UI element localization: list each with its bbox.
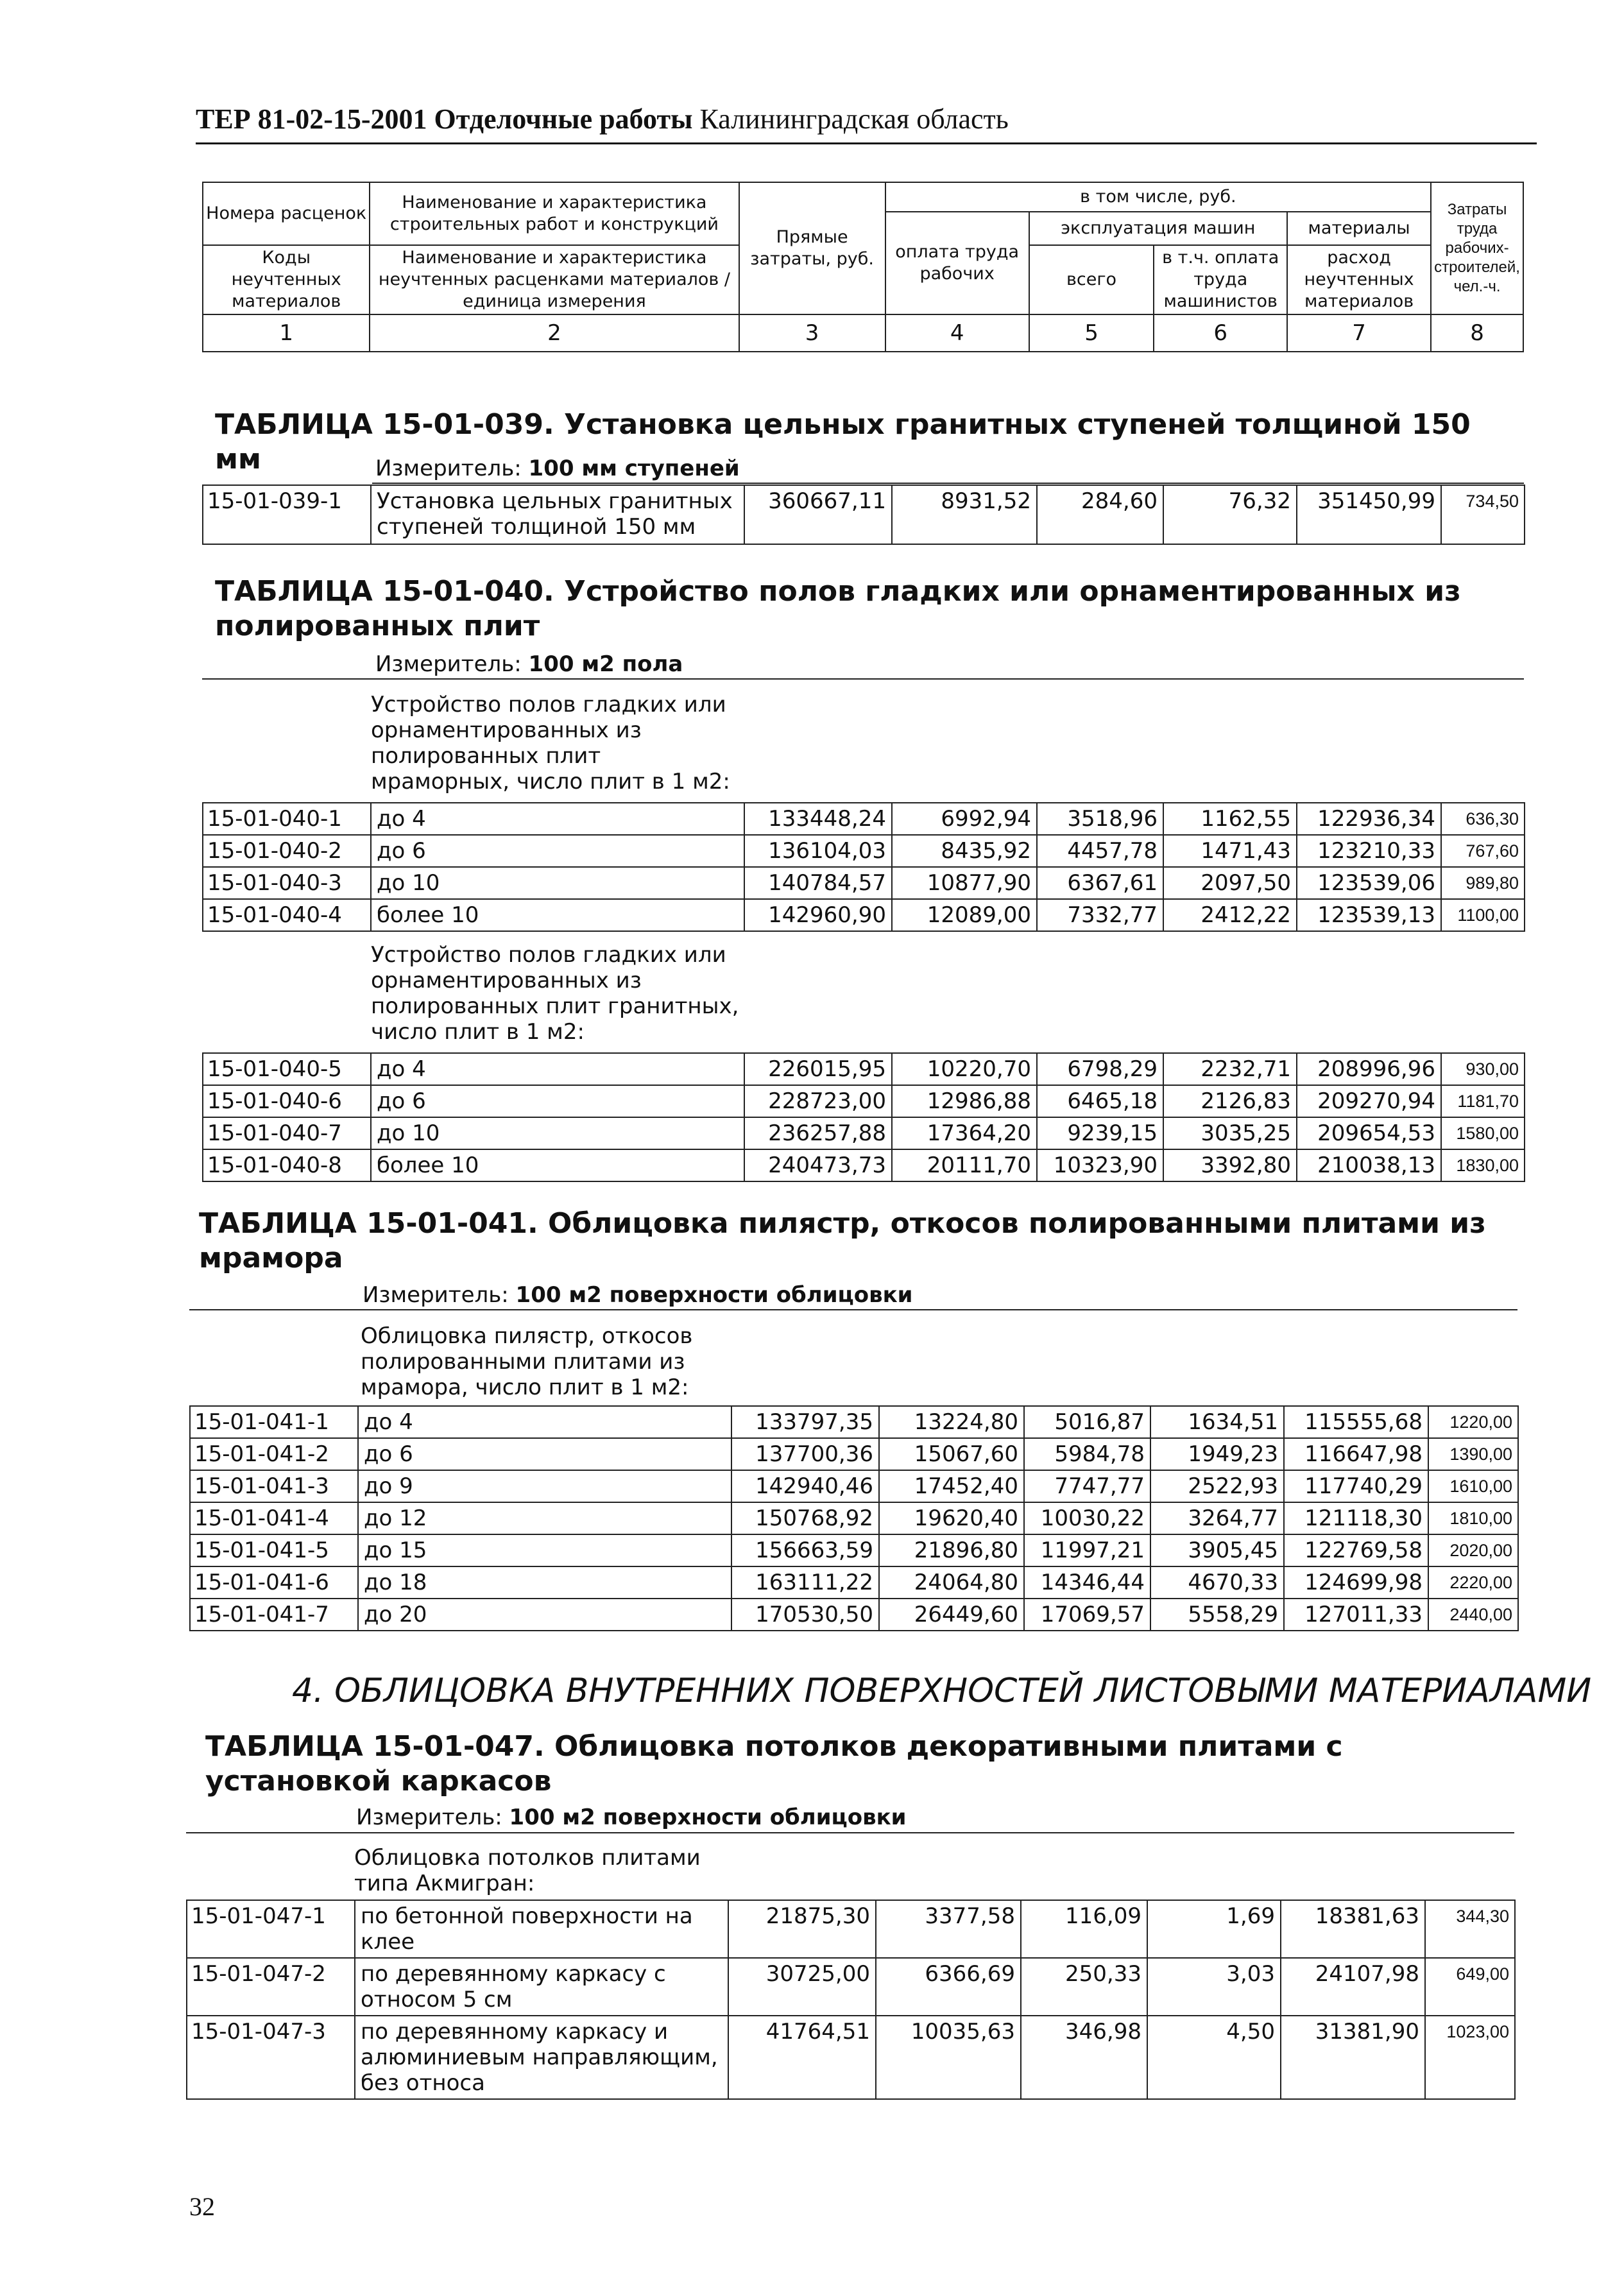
row-machines: 6367,61 bbox=[1037, 867, 1163, 899]
row-machines: 4457,78 bbox=[1037, 835, 1163, 867]
row-materials: 351450,99 bbox=[1297, 485, 1441, 544]
row-machinists: 3905,45 bbox=[1150, 1534, 1284, 1566]
row-machinists: 1471,43 bbox=[1163, 835, 1297, 867]
row-name: до 9 bbox=[358, 1470, 731, 1502]
row-materials: 24107,98 bbox=[1281, 1958, 1425, 2016]
row-materials: 208996,96 bbox=[1297, 1053, 1441, 1085]
in-total-header: в том числе, руб. bbox=[885, 182, 1432, 212]
row-hours: 989,80 bbox=[1441, 867, 1525, 899]
row-hours: 649,00 bbox=[1425, 1958, 1515, 2016]
row-machines: 6798,29 bbox=[1037, 1053, 1163, 1085]
row-machines: 5016,87 bbox=[1024, 1406, 1150, 1438]
row-materials: 115555,68 bbox=[1284, 1406, 1428, 1438]
column-header-table bbox=[202, 182, 1524, 352]
row-hours: 1580,00 bbox=[1441, 1117, 1525, 1149]
row-hours: 1220,00 bbox=[1428, 1406, 1518, 1438]
table-040-rows-granite bbox=[202, 1052, 1525, 1182]
row-direct: 156663,59 bbox=[731, 1534, 879, 1566]
row-direct: 226015,95 bbox=[744, 1053, 892, 1085]
row-name: до 6 bbox=[358, 1438, 731, 1470]
table-row bbox=[187, 1958, 1515, 2016]
row-machinists: 2232,71 bbox=[1163, 1053, 1297, 1085]
col-materials-consumption-header: расход неучтенных материалов bbox=[1287, 245, 1431, 314]
row-code: 15-01-040-3 bbox=[203, 867, 371, 899]
table-row bbox=[190, 1534, 1518, 1566]
row-machines: 6465,18 bbox=[1037, 1085, 1163, 1117]
table-040-desc-granite: Устройство полов гладких или орнаментированных из полированных плит гранитных, число плит в 1 м2: bbox=[371, 942, 739, 1045]
row-machinists: 3264,77 bbox=[1150, 1502, 1284, 1534]
row-labor: 21896,80 bbox=[879, 1534, 1024, 1566]
row-materials: 209654,53 bbox=[1297, 1117, 1441, 1149]
row-machines: 5984,78 bbox=[1024, 1438, 1150, 1470]
table-row bbox=[187, 2016, 1515, 2099]
row-hours: 1610,00 bbox=[1428, 1470, 1518, 1502]
row-code: 15-01-040-7 bbox=[203, 1117, 371, 1149]
page-header bbox=[196, 103, 1537, 135]
row-direct: 228723,00 bbox=[744, 1085, 892, 1117]
row-hours: 930,00 bbox=[1441, 1053, 1525, 1085]
measure-label: Измеритель: bbox=[375, 456, 522, 481]
table-039-rows bbox=[202, 485, 1525, 545]
table-row bbox=[190, 1502, 1518, 1534]
row-direct: 150768,92 bbox=[731, 1502, 879, 1534]
table-row bbox=[190, 1599, 1518, 1631]
row-direct: 41764,51 bbox=[728, 2016, 876, 2099]
row-machinists: 76,32 bbox=[1163, 485, 1297, 544]
row-machines: 14346,44 bbox=[1024, 1566, 1150, 1599]
row-name: более 10 bbox=[371, 1149, 744, 1181]
row-code: 15-01-041-1 bbox=[190, 1406, 358, 1438]
row-code: 15-01-040-5 bbox=[203, 1053, 371, 1085]
row-labor: 24064,80 bbox=[879, 1566, 1024, 1599]
row-machinists: 2126,83 bbox=[1163, 1085, 1297, 1117]
col-unaccounted-name-header: Наименование и характеристика неучтенных расценками материалов / единица измерения bbox=[370, 245, 739, 314]
row-labor: 12986,88 bbox=[892, 1085, 1037, 1117]
table-row bbox=[190, 1438, 1518, 1470]
row-machines: 9239,15 bbox=[1037, 1117, 1163, 1149]
row-materials: 124699,98 bbox=[1284, 1566, 1428, 1599]
col-machines-total-header: всего bbox=[1029, 245, 1154, 314]
col-direct-header: Прямые затраты, руб. bbox=[739, 182, 885, 314]
table-row bbox=[203, 1085, 1525, 1117]
row-code: 15-01-040-4 bbox=[203, 899, 371, 931]
row-labor: 8931,52 bbox=[892, 485, 1037, 544]
row-direct: 136104,03 bbox=[744, 835, 892, 867]
row-hours: 1100,00 bbox=[1441, 899, 1525, 931]
row-name: до 10 bbox=[371, 1117, 744, 1149]
row-machines: 3518,96 bbox=[1037, 803, 1163, 835]
table-row bbox=[203, 485, 1525, 544]
row-materials: 122936,34 bbox=[1297, 803, 1441, 835]
row-hours: 1023,00 bbox=[1425, 2016, 1515, 2099]
row-name: до 4 bbox=[371, 803, 744, 835]
header-rule bbox=[196, 142, 1537, 144]
col-number-5: 5 bbox=[1029, 314, 1154, 352]
row-name: до 6 bbox=[371, 835, 744, 867]
row-code: 15-01-041-3 bbox=[190, 1470, 358, 1502]
row-code: 15-01-047-1 bbox=[187, 1900, 355, 1958]
measure-rule bbox=[186, 1832, 1514, 1833]
measure-label: Измеритель: bbox=[363, 1282, 509, 1308]
row-code: 15-01-041-6 bbox=[190, 1566, 358, 1599]
row-labor: 10035,63 bbox=[876, 2016, 1021, 2099]
row-machinists: 5558,29 bbox=[1150, 1599, 1284, 1631]
row-machines: 7332,77 bbox=[1037, 899, 1163, 931]
col-number-8: 8 bbox=[1431, 314, 1523, 352]
table-040-measure bbox=[375, 651, 683, 677]
row-direct: 142940,46 bbox=[731, 1470, 879, 1502]
row-code: 15-01-041-2 bbox=[190, 1438, 358, 1470]
row-labor: 6366,69 bbox=[876, 1958, 1021, 2016]
table-040-desc-marble: Устройство полов гладких или орнаментированных из полированных плит мраморных, число плит в 1 м2: bbox=[371, 692, 730, 794]
row-direct: 133797,35 bbox=[731, 1406, 879, 1438]
row-name: до 4 bbox=[358, 1406, 731, 1438]
row-name: Установка цельных гранитных ступеней толщиной 150 мм bbox=[371, 485, 744, 544]
col-machinists-labor-header: в т.ч. оплата труда машинистов bbox=[1154, 245, 1287, 314]
row-machines: 116,09 bbox=[1021, 1900, 1147, 1958]
row-materials: 209270,94 bbox=[1297, 1085, 1441, 1117]
row-name: по деревянному каркасу с относом 5 см bbox=[355, 1958, 728, 2016]
col-number-1: 1 bbox=[203, 314, 370, 352]
row-machinists: 4,50 bbox=[1147, 2016, 1281, 2099]
table-041-measure bbox=[363, 1282, 913, 1308]
table-row bbox=[187, 1900, 1515, 1958]
row-direct: 240473,73 bbox=[744, 1149, 892, 1181]
table-040-title: ТАБЛИЦА 15-01-040. Устройство полов гладких или орнаментированных из полированных плит bbox=[215, 575, 1461, 642]
row-direct: 30725,00 bbox=[728, 1958, 876, 2016]
row-direct: 21875,30 bbox=[728, 1900, 876, 1958]
table-row bbox=[203, 899, 1525, 931]
section-4-heading: 4. ОБЛИЦОВКА ВНУТРЕННИХ ПОВЕРХНОСТЕЙ ЛИСТОВЫМИ МАТЕРИАЛАМИ bbox=[292, 1672, 1592, 1710]
row-machines: 7747,77 bbox=[1024, 1470, 1150, 1502]
row-machinists: 2097,50 bbox=[1163, 867, 1297, 899]
row-labor: 3377,58 bbox=[876, 1900, 1021, 1958]
table-047-title: ТАБЛИЦА 15-01-047. Облицовка потолков декоративными плитами с установкой каркасов bbox=[205, 1730, 1343, 1797]
row-hours: 2020,00 bbox=[1428, 1534, 1518, 1566]
table-row bbox=[203, 1053, 1525, 1085]
table-row bbox=[190, 1566, 1518, 1599]
table-047-desc: Облицовка потолков плитами типа Акмигран: bbox=[354, 1845, 701, 1896]
col-name-header: Наименование и характеристика строительных работ и конструкций bbox=[370, 182, 739, 245]
row-labor: 13224,80 bbox=[879, 1406, 1024, 1438]
col-number-7: 7 bbox=[1287, 314, 1431, 352]
row-labor: 17452,40 bbox=[879, 1470, 1024, 1502]
col-number-4: 4 bbox=[885, 314, 1029, 352]
table-040-rows-marble bbox=[202, 802, 1525, 932]
row-materials: 127011,33 bbox=[1284, 1599, 1428, 1631]
row-materials: 18381,63 bbox=[1281, 1900, 1425, 1958]
table-row bbox=[203, 1117, 1525, 1149]
row-direct: 142960,90 bbox=[744, 899, 892, 931]
row-code: 15-01-040-1 bbox=[203, 803, 371, 835]
measure-unit: 100 м2 пола bbox=[528, 651, 683, 677]
table-row bbox=[203, 835, 1525, 867]
row-hours: 1810,00 bbox=[1428, 1502, 1518, 1534]
row-materials: 31381,90 bbox=[1281, 2016, 1425, 2099]
table-row bbox=[203, 867, 1525, 899]
row-code: 15-01-047-3 bbox=[187, 2016, 355, 2099]
page-number: 32 bbox=[189, 2192, 215, 2221]
row-labor: 12089,00 bbox=[892, 899, 1037, 931]
row-hours: 2220,00 bbox=[1428, 1566, 1518, 1599]
row-code: 15-01-047-2 bbox=[187, 1958, 355, 2016]
row-machinists: 2522,93 bbox=[1150, 1470, 1284, 1502]
col-codes-header: Номера расценок bbox=[203, 182, 370, 245]
measure-rule bbox=[372, 483, 1524, 484]
row-code: 15-01-041-7 bbox=[190, 1599, 358, 1631]
table-row bbox=[203, 803, 1525, 835]
row-labor: 8435,92 bbox=[892, 835, 1037, 867]
col-number-2: 2 bbox=[370, 314, 739, 352]
row-name: более 10 bbox=[371, 899, 744, 931]
row-code: 15-01-040-8 bbox=[203, 1149, 371, 1181]
row-machinists: 3035,25 bbox=[1163, 1117, 1297, 1149]
row-materials: 116647,98 bbox=[1284, 1438, 1428, 1470]
measure-unit: 100 м2 поверхности облицовки bbox=[515, 1282, 913, 1308]
row-labor: 10877,90 bbox=[892, 867, 1037, 899]
row-machinists: 1,69 bbox=[1147, 1900, 1281, 1958]
row-labor: 17364,20 bbox=[892, 1117, 1037, 1149]
row-code: 15-01-039-1 bbox=[203, 485, 371, 544]
row-name: до 18 bbox=[358, 1566, 731, 1599]
row-materials: 117740,29 bbox=[1284, 1470, 1428, 1502]
table-039-measure bbox=[375, 456, 740, 481]
row-name: до 6 bbox=[371, 1085, 744, 1117]
row-hours: 1830,00 bbox=[1441, 1149, 1525, 1181]
table-row bbox=[190, 1406, 1518, 1438]
row-machines: 250,33 bbox=[1021, 1958, 1147, 2016]
row-hours: 1390,00 bbox=[1428, 1438, 1518, 1470]
machines-header: эксплуатация машин bbox=[1029, 212, 1287, 245]
row-hours: 734,50 bbox=[1441, 485, 1525, 544]
row-hours: 2440,00 bbox=[1428, 1599, 1518, 1631]
row-name: до 10 bbox=[371, 867, 744, 899]
row-labor: 15067,60 bbox=[879, 1438, 1024, 1470]
row-direct: 360667,11 bbox=[744, 485, 892, 544]
row-hours: 344,30 bbox=[1425, 1900, 1515, 1958]
row-materials: 123210,33 bbox=[1297, 835, 1441, 867]
row-materials: 121118,30 bbox=[1284, 1502, 1428, 1534]
row-labor: 10220,70 bbox=[892, 1053, 1037, 1085]
col-hours-header: Затраты труда рабочих-строителей, чел.-ч. bbox=[1431, 182, 1523, 314]
table-041-desc: Облицовка пилястр, откосов полированными плитами из мрамора, число плит в 1 м2: bbox=[361, 1323, 693, 1400]
row-code: 15-01-041-5 bbox=[190, 1534, 358, 1566]
row-machinists: 3392,80 bbox=[1163, 1149, 1297, 1181]
measure-label: Измеритель: bbox=[356, 1805, 502, 1830]
col-labor-header: оплата труда рабочих bbox=[885, 212, 1029, 314]
row-machines: 10323,90 bbox=[1037, 1149, 1163, 1181]
measure-rule bbox=[202, 678, 1524, 680]
region-name: Калининградская область bbox=[699, 103, 1009, 135]
table-039-title: ТАБЛИЦА 15-01-039. Установка цельных гранитных ступеней толщиной 150 мм bbox=[215, 408, 1471, 476]
row-machines: 10030,22 bbox=[1024, 1502, 1150, 1534]
col-number-6: 6 bbox=[1154, 314, 1287, 352]
measure-unit: 100 мм ступеней bbox=[528, 456, 740, 481]
table-041-rows bbox=[189, 1405, 1519, 1631]
row-name: по деревянному каркасу и алюминиевым направляющим, без относа bbox=[355, 2016, 728, 2099]
row-code: 15-01-040-2 bbox=[203, 835, 371, 867]
row-machines: 17069,57 bbox=[1024, 1599, 1150, 1631]
row-direct: 170530,50 bbox=[731, 1599, 879, 1631]
table-041-title: ТАБЛИЦА 15-01-041. Облицовка пилястр, откосов полированными плитами из мрамора bbox=[199, 1207, 1486, 1274]
row-name: до 15 bbox=[358, 1534, 731, 1566]
row-hours: 1181,70 bbox=[1441, 1085, 1525, 1117]
row-machines: 11997,21 bbox=[1024, 1534, 1150, 1566]
row-machinists: 1162,55 bbox=[1163, 803, 1297, 835]
row-code: 15-01-040-6 bbox=[203, 1085, 371, 1117]
row-labor: 26449,60 bbox=[879, 1599, 1024, 1631]
table-row bbox=[190, 1470, 1518, 1502]
row-hours: 636,30 bbox=[1441, 803, 1525, 835]
col-number-3: 3 bbox=[739, 314, 885, 352]
row-machines: 284,60 bbox=[1037, 485, 1163, 544]
col-unaccounted-codes-header: Коды неучтенных материалов bbox=[203, 245, 370, 314]
row-machinists: 3,03 bbox=[1147, 1958, 1281, 2016]
row-labor: 20111,70 bbox=[892, 1149, 1037, 1181]
row-machinists: 1949,23 bbox=[1150, 1438, 1284, 1470]
row-name: до 12 bbox=[358, 1502, 731, 1534]
row-direct: 236257,88 bbox=[744, 1117, 892, 1149]
row-materials: 123539,13 bbox=[1297, 899, 1441, 931]
row-labor: 6992,94 bbox=[892, 803, 1037, 835]
measure-rule bbox=[189, 1309, 1517, 1310]
row-name: по бетонной поверхности на клее bbox=[355, 1900, 728, 1958]
row-materials: 210038,13 bbox=[1297, 1149, 1441, 1181]
row-direct: 137700,36 bbox=[731, 1438, 879, 1470]
row-materials: 122769,58 bbox=[1284, 1534, 1428, 1566]
row-machines: 346,98 bbox=[1021, 2016, 1147, 2099]
row-direct: 140784,57 bbox=[744, 867, 892, 899]
materials-header: материалы bbox=[1287, 212, 1431, 245]
row-direct: 133448,24 bbox=[744, 803, 892, 835]
row-machinists: 2412,22 bbox=[1163, 899, 1297, 931]
row-name: до 20 bbox=[358, 1599, 731, 1631]
row-machinists: 4670,33 bbox=[1150, 1566, 1284, 1599]
row-name: до 4 bbox=[371, 1053, 744, 1085]
table-047-rows bbox=[186, 1900, 1516, 2100]
row-code: 15-01-041-4 bbox=[190, 1502, 358, 1534]
measure-unit: 100 м2 поверхности облицовки bbox=[509, 1805, 907, 1830]
row-machinists: 1634,51 bbox=[1150, 1406, 1284, 1438]
table-row bbox=[203, 1149, 1525, 1181]
row-materials: 123539,06 bbox=[1297, 867, 1441, 899]
row-direct: 163111,22 bbox=[731, 1566, 879, 1599]
row-labor: 19620,40 bbox=[879, 1502, 1024, 1534]
document-code-title: ТЕР 81-02-15-2001 Отделочные работы bbox=[196, 103, 693, 135]
measure-label: Измеритель: bbox=[375, 651, 522, 677]
table-047-measure bbox=[356, 1805, 907, 1830]
row-hours: 767,60 bbox=[1441, 835, 1525, 867]
